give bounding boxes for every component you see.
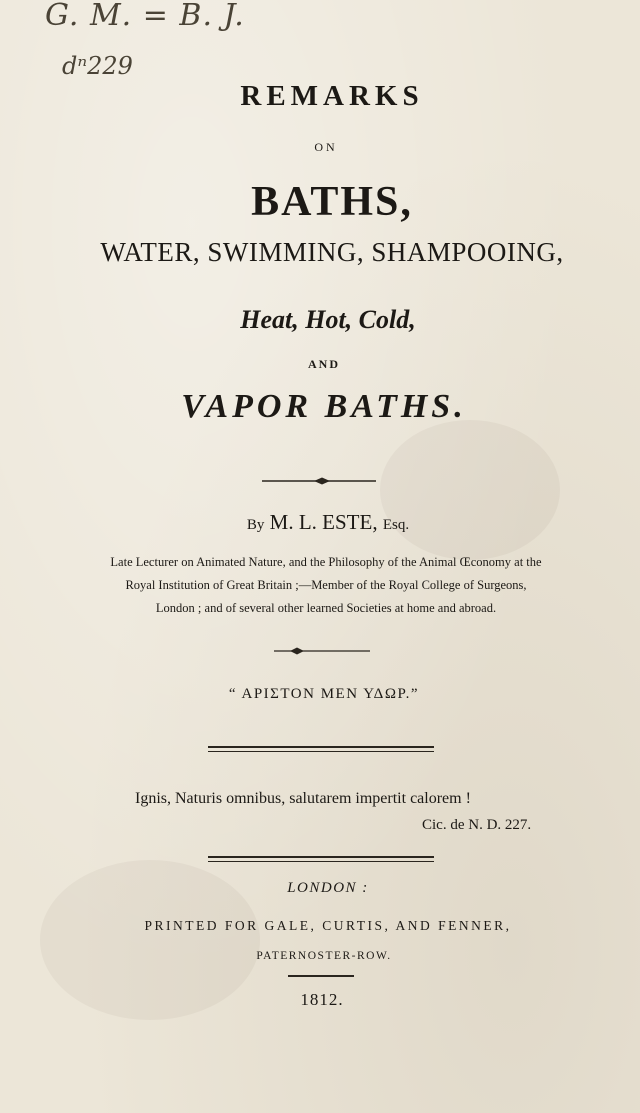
author-by: By (246, 517, 265, 533)
handwritten-shelfmark: G. M. = B. J. (45, 0, 245, 33)
double-rule-top (208, 746, 434, 748)
title-on: ON (314, 140, 338, 154)
greek-motto: “ ΑΡΙΣΤΟΝ ΜΕΝ ΥΔΩΡ.” (228, 686, 420, 702)
handwritten-accession-number: dⁿ229 (62, 52, 133, 80)
title-and: AND (308, 357, 340, 371)
imprint-address: PATERNOSTER-ROW. (256, 950, 392, 962)
author-line (8, 510, 640, 535)
double-rule-bottom (208, 861, 434, 862)
ornamental-rule (272, 644, 372, 656)
title-baths: BATHS, (251, 179, 413, 225)
title-remarks: REMARKS (240, 80, 424, 112)
author-credential-line: Late Lecturer on Animated Nature, and the Philosophy of the Animal Œconomy at the (110, 555, 542, 569)
imprint-place: LONDON : (287, 880, 369, 896)
title-water-line: WATER, SWIMMING, SHAMPOOING, (100, 237, 564, 267)
short-rule (288, 975, 354, 977)
imprint-printer: PRINTED FOR GALE, CURTIS, AND FENNER, (144, 918, 512, 933)
title-vapor-baths: VAPOR BATHS. (181, 388, 467, 425)
double-rule-bottom (208, 751, 434, 752)
epigraph-citation: Cic. de N. D. 227. (422, 817, 532, 833)
author-credential-line: London ; and of several other learned Societies at home and abroad. (155, 601, 497, 615)
double-rule-top (208, 856, 434, 858)
author-name: M. L. ESTE, (269, 510, 378, 534)
title-blackletter-line: Heat, Hot, Cold, (240, 305, 416, 334)
imprint-year: 1812. (300, 990, 344, 1009)
author-suffix: Esq. (382, 517, 410, 533)
ornamental-rule (260, 474, 378, 486)
paper-stain (380, 420, 560, 560)
author-credential-line: Royal Institution of Great Britain ;—Member of the Royal College of Surgeons, (125, 578, 527, 592)
latin-epigraph: Ignis, Naturis omnibus, salutarem impertit calorem ! (135, 790, 471, 807)
